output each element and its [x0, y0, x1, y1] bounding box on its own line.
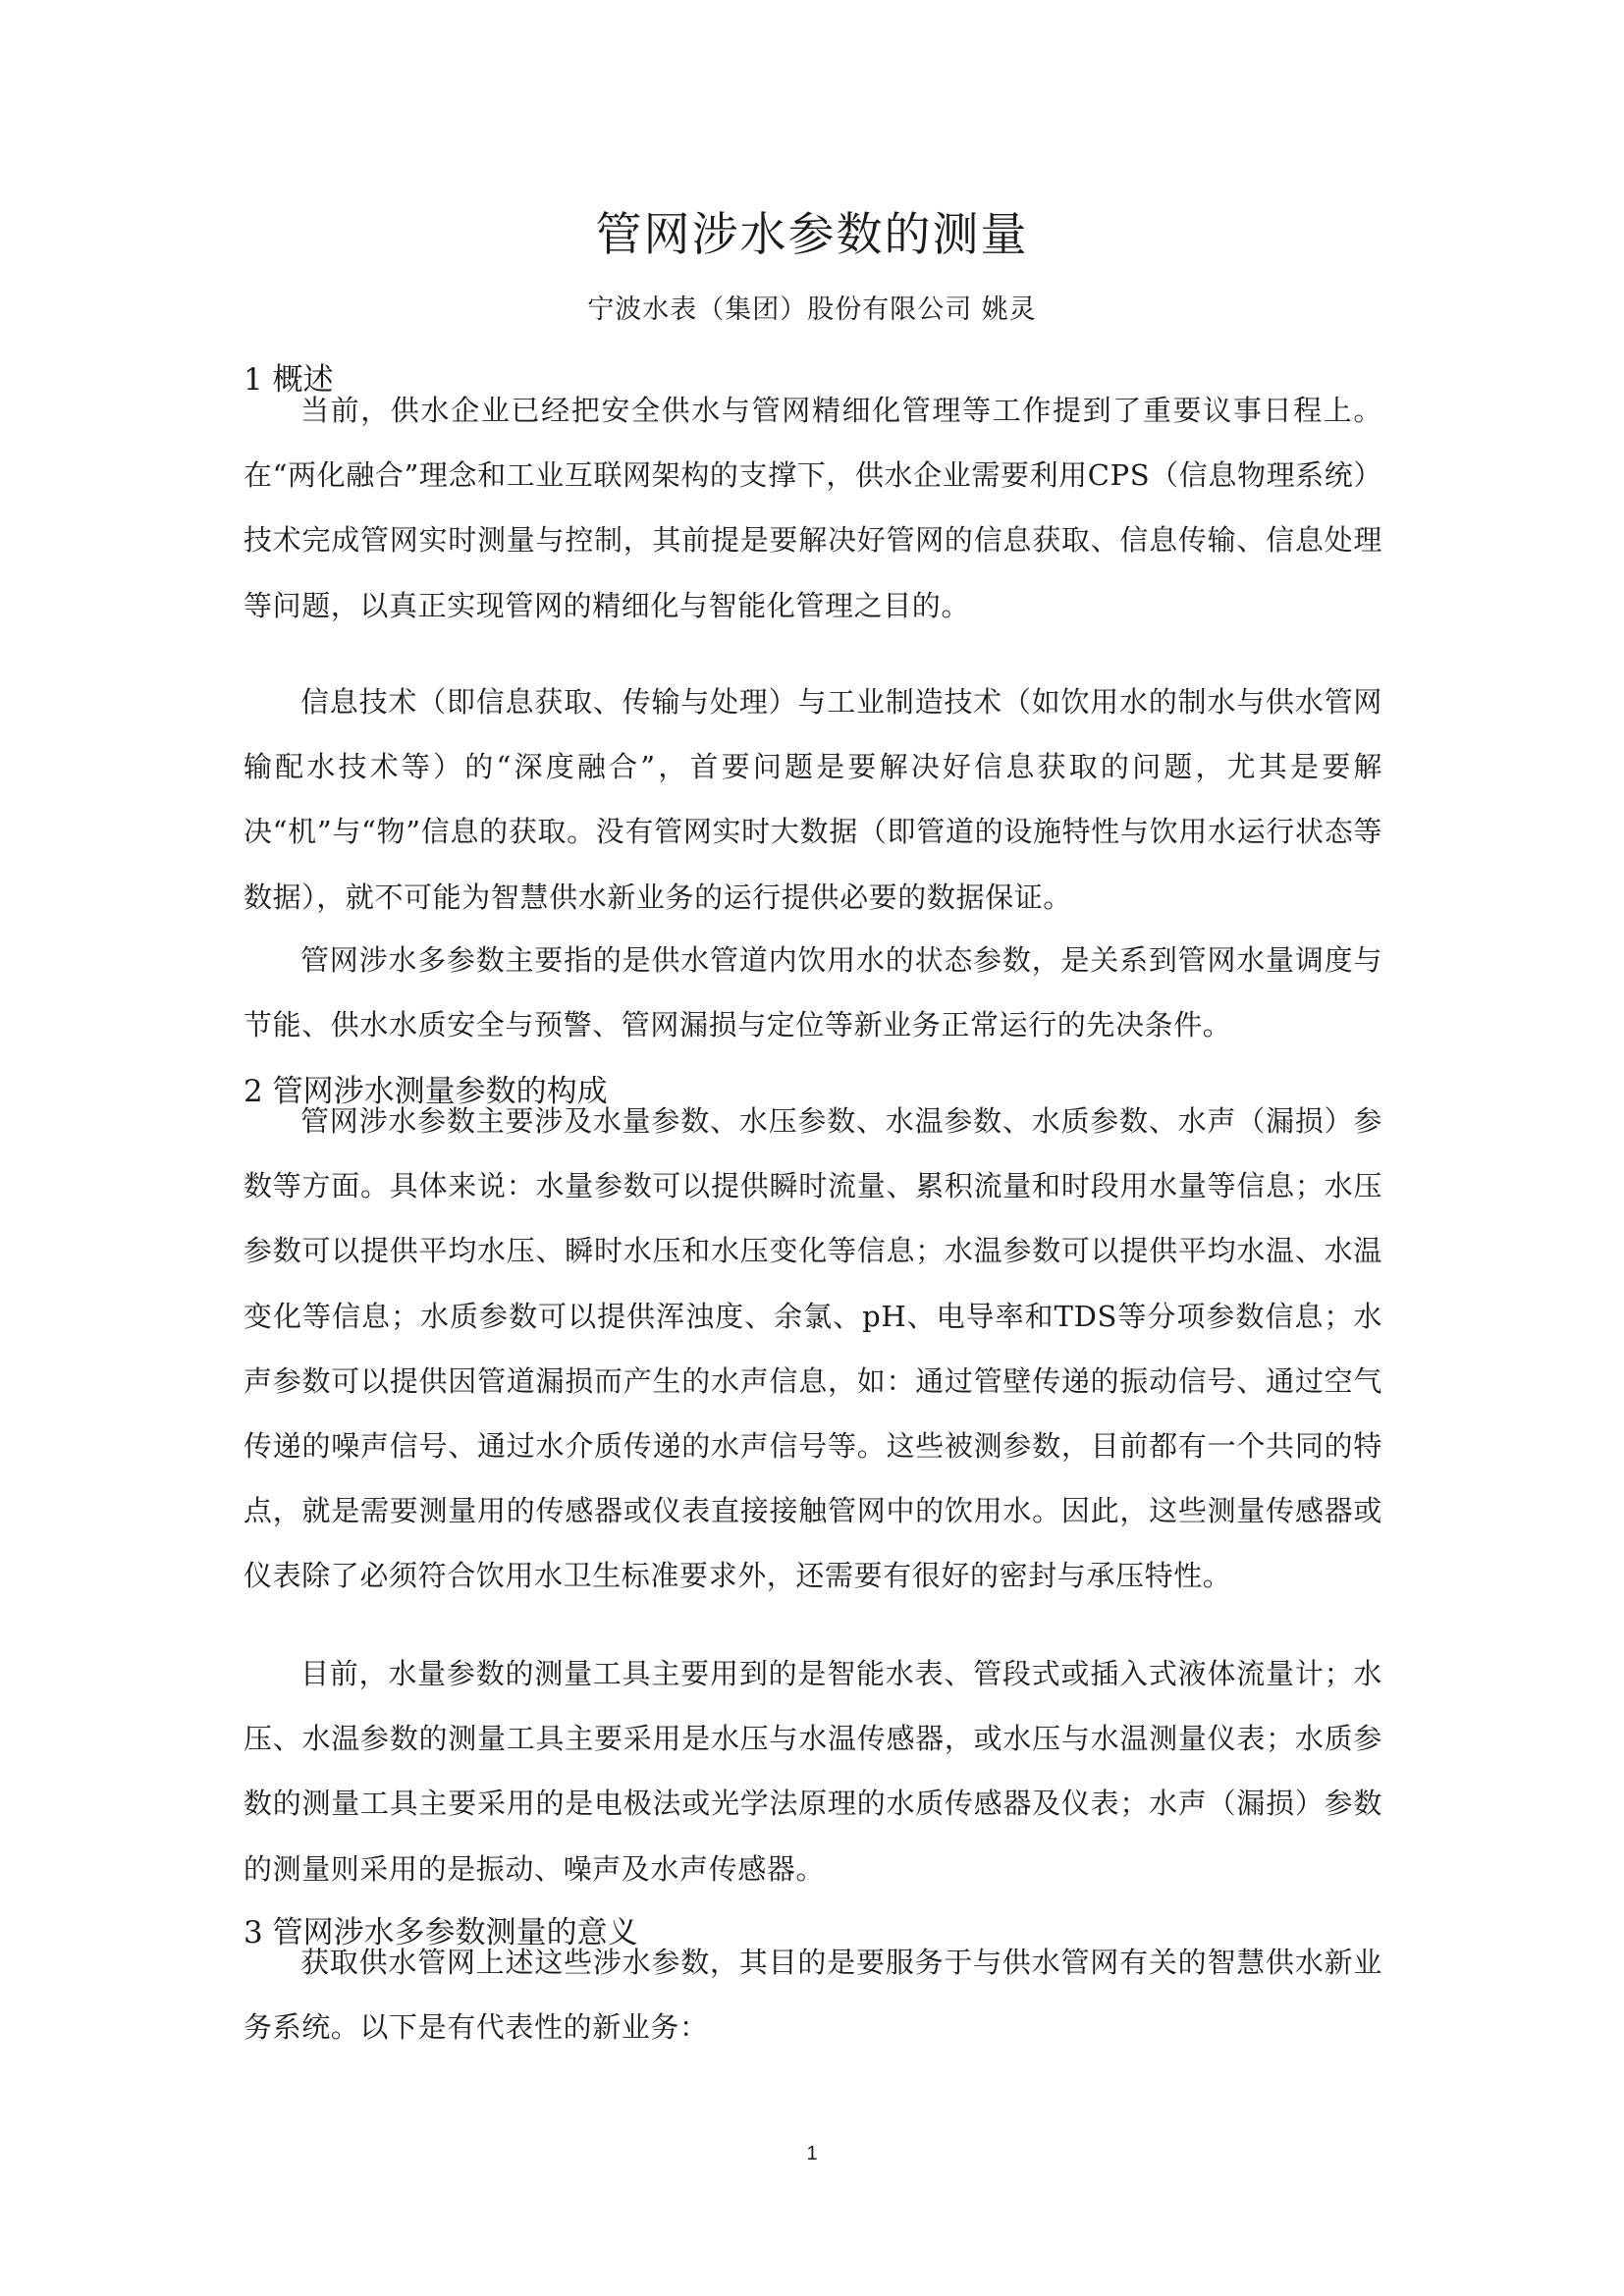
section-heading-parameter-composition: 2 管网涉水测量参数的构成 — [244, 1074, 608, 1109]
paragraph: 管网涉水多参数主要指的是供水管道内饮用水的状态参数，是关系到管网水量调度与节能、供水水质安全与预警、管网漏损与定位等新业务正常运行的先决条件。 — [244, 943, 1382, 1042]
section-heading-measurement-significance: 3 管网涉水多参数测量的意义 — [244, 1915, 638, 1950]
paragraph: 管网涉水参数主要涉及水量参数、水压参数、水温参数、水质参数、水声（漏损）参数等方面。具体来说：水量参数可以提供瞬时流量、累积流量和时段用水量等信息；水压参数可以提供平均水压、瞬时水压和水压变化等信息；水温参数可以提供平均水温、水温变化等信息；水质参数可以提供浑浊度、余氯、pH、电导率和TDS等分项参数信息；水声参数可以提供因管道漏损而产生的水声信息，如：通过管壁传递的振动信号、通过空气传递的噪声信号、通过水介质传递的水声信号等。这些被测参数，目前都有一个共同的特点，就是需要测量用的传感器或仪表直接接触管网中的饮用水。因此，这些测量传感器或仪表除了必须符合饮用水卫生标准要求外，还需要有很好的密封与承压特性。 — [244, 1104, 1382, 1593]
document-author: 宁波水表（集团）股份有限公司 姚灵 — [587, 294, 1037, 325]
section-heading-overview: 1 概述 — [244, 362, 334, 398]
page-number: 1 — [806, 2143, 818, 2164]
document-title: 管网涉水参数的测量 — [595, 208, 1029, 262]
paragraph: 获取供水管网上述这些涉水参数，其目的是要服务于与供水管网有关的智慧供水新业务系统。以下是有代表性的新业务： — [244, 1946, 1382, 2045]
paragraph: 当前，供水企业已经把安全供水与管网精细化管理等工作提到了重要议事日程上。在“两化融合”理念和工业互联网架构的支撑下，供水企业需要利用CPS（信息物理系统）技术完成管网实时测量与控制，其前提是要解决好管网的信息获取、信息传输、信息处理等问题，以真正实现管网的精细化与智能化管理之目的。 — [244, 394, 1382, 622]
paragraph: 目前，水量参数的测量工具主要用到的是智能水表、管段式或插入式液体流量计；水压、水温参数的测量工具主要采用是水压与水温传感器，或水压与水温测量仪表；水质参数的测量工具主要采用的是电极法或光学法原理的水质传感器及仪表；水声（漏损）参数的测量则采用的是振动、噪声及水声传感器。 — [244, 1657, 1382, 1886]
paragraph: 信息技术（即信息获取、传输与处理）与工业制造技术（如饮用水的制水与供水管网输配水技术等）的“深度融合”，首要问题是要解决好信息获取的问题，尤其是要解决“机”与“物”信息的获取。没有管网实时大数据（即管道的设施特性与饮用水运行状态等数据），就不可能为智慧供水新业务的运行提供必要的数据保证。 — [244, 685, 1382, 914]
